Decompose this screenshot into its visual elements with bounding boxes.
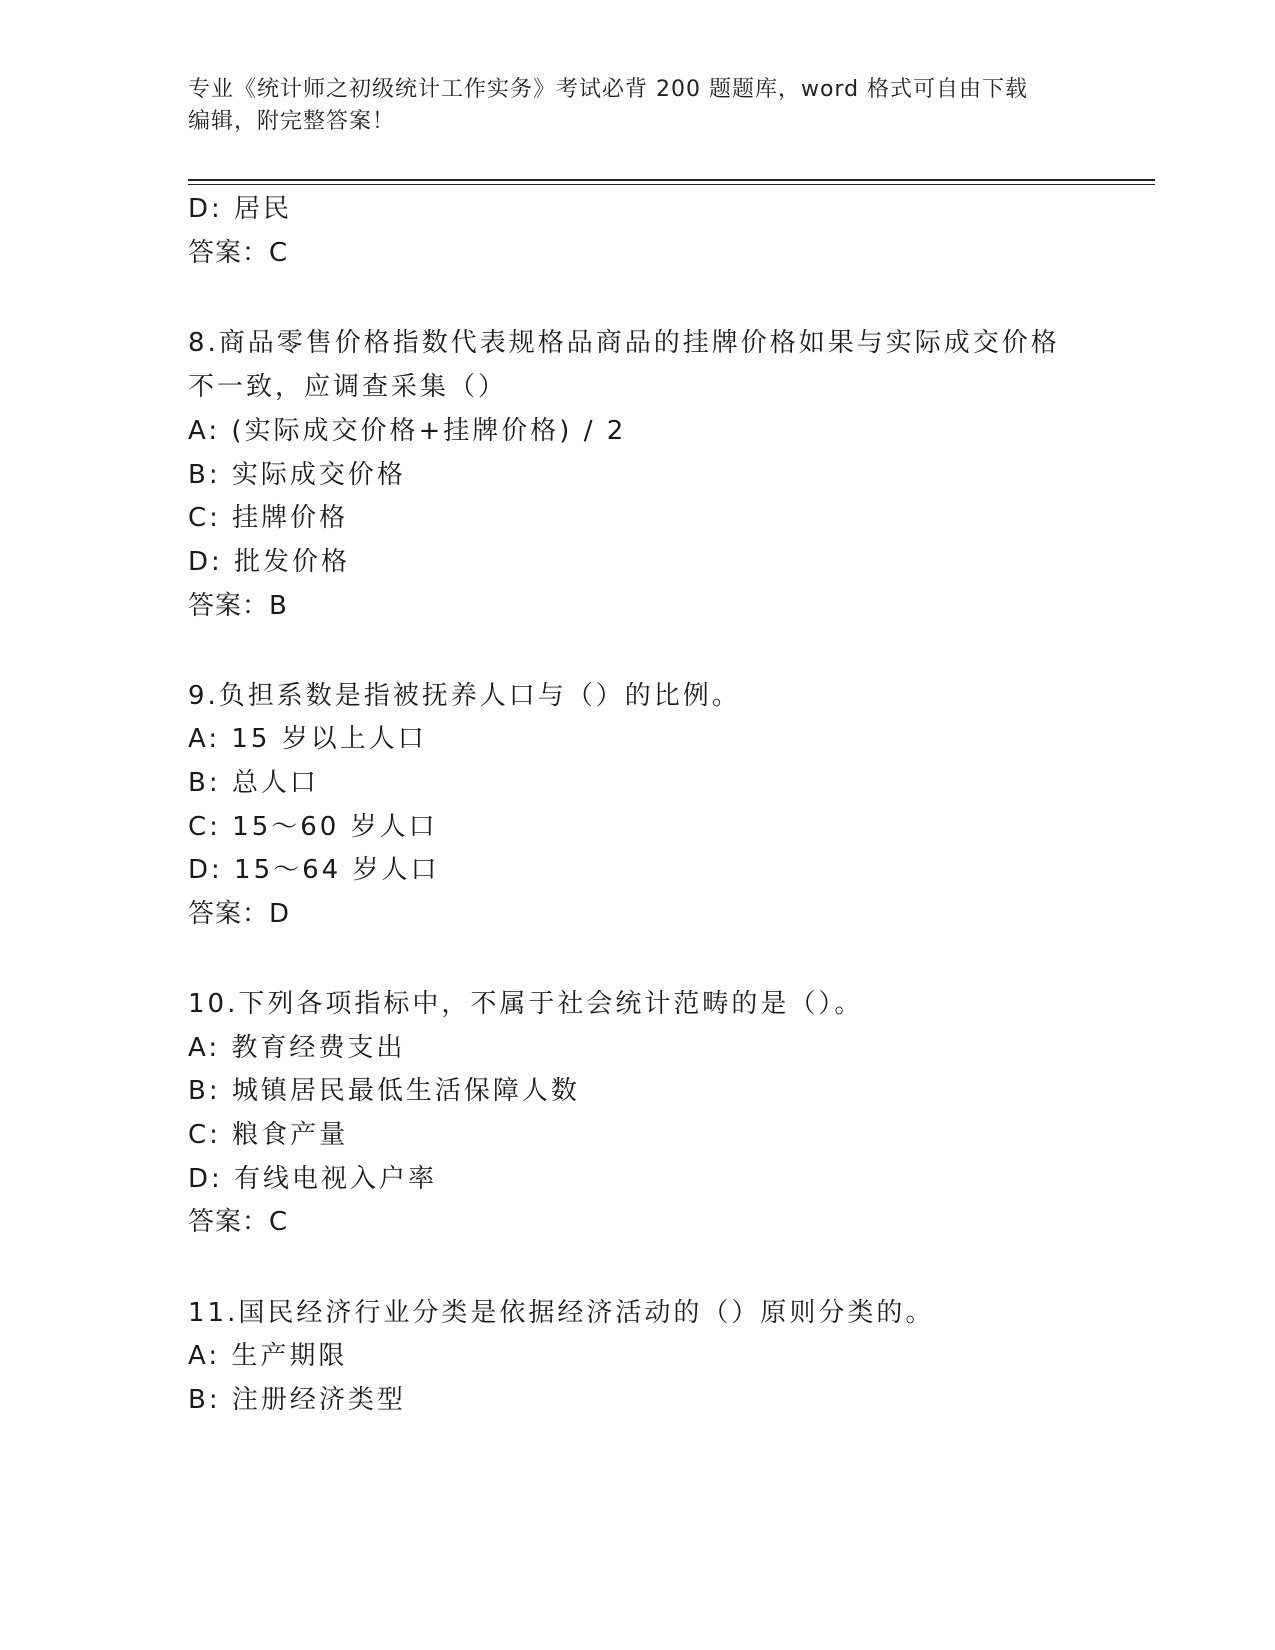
q10-option-d: D: 有线电视入户率 — [188, 1164, 438, 1194]
q8-stem-line1: 8.商品零售价格指数代表规格品商品的挂牌价格如果与实际成交价格 — [188, 328, 1060, 358]
q9-answer: 答案：D — [188, 899, 291, 929]
q10-option-c: C: 粮食产量 — [188, 1120, 349, 1150]
q7-option-d: D: 居民 — [188, 194, 293, 224]
q10-answer: 答案：C — [188, 1207, 289, 1237]
q10-option-a: A: 教育经费支出 — [188, 1033, 406, 1063]
header-title-line2: 编辑，附完整答案！ — [188, 109, 396, 134]
q10-stem: 10.下列各项指标中，不属于社会统计范畴的是（）。 — [188, 989, 864, 1019]
q8-option-c: C: 挂牌价格 — [188, 503, 349, 533]
q9-option-a: A: 15 岁以上人口 — [188, 724, 427, 754]
q8-stem-line2: 不一致，应调查采集（） — [188, 372, 508, 402]
q11-stem: 11.国民经济行业分类是依据经济活动的（）原则分类的。 — [188, 1298, 935, 1328]
q8-answer: 答案：B — [188, 591, 288, 621]
q9-option-d: D: 15～64 岁人口 — [188, 855, 440, 885]
q7-answer: 答案：C — [188, 238, 289, 268]
document-header — [188, 74, 1068, 138]
q10-option-b: B: 城镇居民最低生活保障人数 — [188, 1076, 580, 1106]
q11-option-a: A: 生产期限 — [188, 1341, 348, 1371]
q8-option-a: A: (实际成交价格+挂牌价格) / 2 — [188, 416, 627, 446]
header-divider-thin — [188, 184, 1155, 185]
header-divider-thick — [188, 179, 1155, 181]
q9-stem: 9.负担系数是指被抚养人口与（）的比例。 — [188, 681, 741, 711]
q9-option-c: C: 15～60 岁人口 — [188, 812, 438, 842]
q9-option-b: B: 总人口 — [188, 768, 319, 798]
q8-option-b: B: 实际成交价格 — [188, 460, 406, 490]
q8-option-d: D: 批发价格 — [188, 547, 351, 577]
header-title-line1: 专业《统计师之初级统计工作实务》考试必背 200 题题库，word 格式可自由下载 — [188, 77, 1029, 102]
q11-option-b: B: 注册经济类型 — [188, 1385, 406, 1415]
